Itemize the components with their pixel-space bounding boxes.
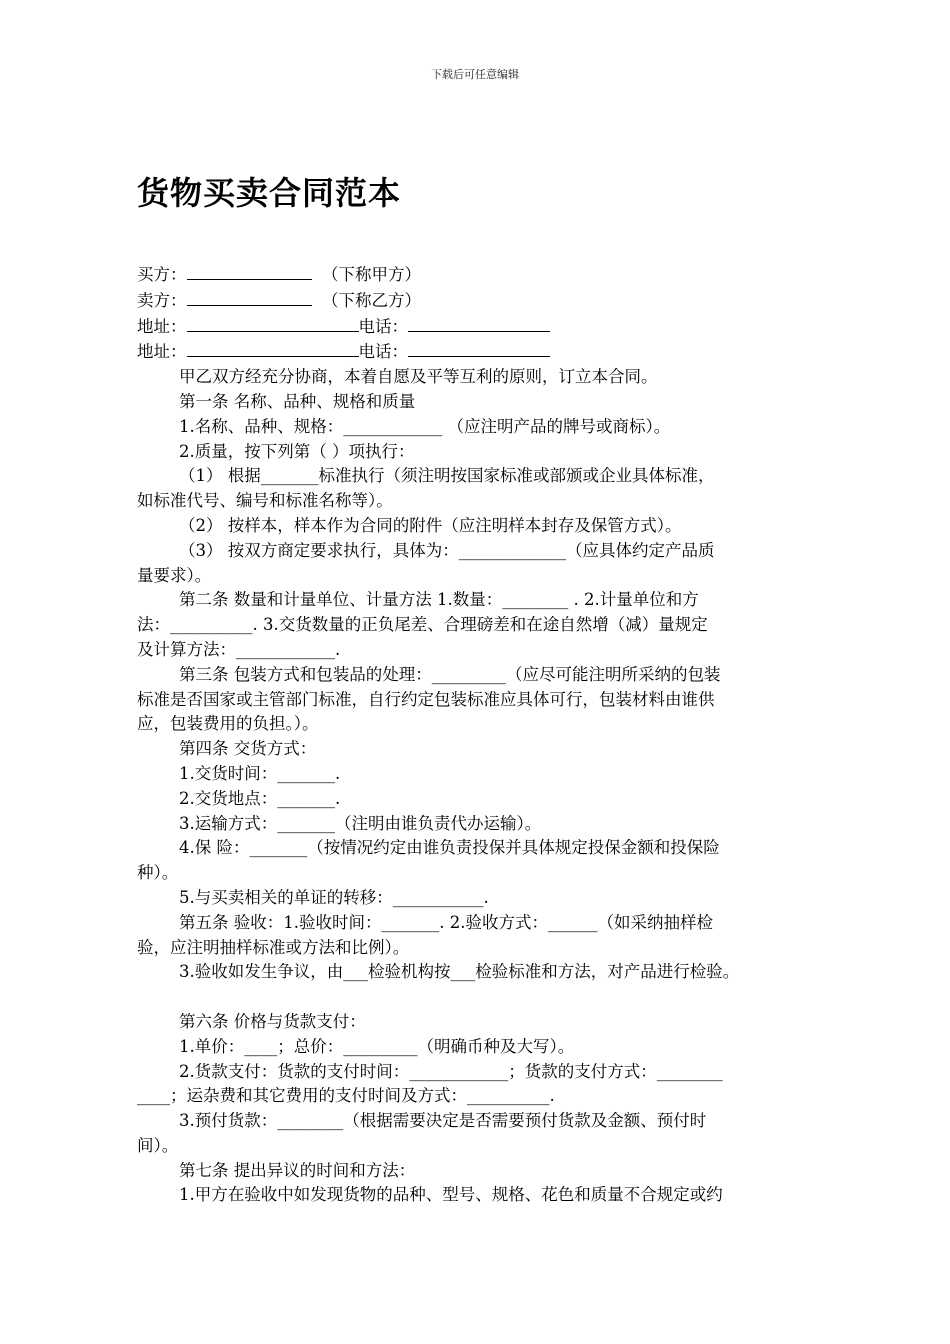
- article-2-cont-2: 及计算方法：____________.: [137, 639, 341, 659]
- article-4-item-4-cont: 种）。: [137, 863, 179, 883]
- phone-label: 电话：: [358, 316, 408, 336]
- article-7-item-1: 1.甲方在验收中如发现货物的品种、型号、规格、花色和质量不合规定或约: [179, 1185, 723, 1205]
- article-5: 第五条 验收：1.验收时间：_______. 2.验收方式：______（如采纳抽样检: [179, 912, 713, 932]
- seller-address-line: [137, 339, 827, 365]
- article-1-option-1-cont: 如标准代号、编号和标准名称等）。: [137, 491, 393, 511]
- article-1-option-3: （3） 按双方商定要求执行，具体为：_____________（应具体约定产品质: [179, 540, 715, 560]
- buyer-suffix: （下称甲方）: [322, 265, 421, 284]
- address-blank: [187, 339, 359, 357]
- article-1-option-1: （1） 根据_______标准执行（须注明按国家标准或部颁或企业具体标准，: [179, 466, 715, 486]
- address-label: 地址：: [137, 316, 187, 336]
- buyer-line: [137, 262, 827, 288]
- article-4-item-1: 1.交货时间：_______.: [179, 763, 341, 783]
- article-1-heading: 第一条 名称、品种、规格和质量: [179, 391, 416, 411]
- article-2: 第二条 数量和计量单位、计量方法 1.数量：________ . 2.计量单位和方: [179, 590, 699, 610]
- article-7-heading: 第七条 提出异议的时间和方法：: [179, 1160, 416, 1180]
- address-blank: [187, 314, 359, 332]
- header-note: 下载后可任意编辑: [431, 68, 519, 81]
- phone-blank: [408, 339, 550, 357]
- paragraph-gap: [137, 985, 827, 1010]
- article-6-item-2-cont: ____；运杂费和其它费用的支付时间及方式：__________.: [137, 1086, 555, 1106]
- article-2-cont-1: 法：__________. 3.交货数量的正负尾差、合理磅差和在途自然增（减）量规定: [137, 615, 708, 635]
- article-6-item-1: 1.单价：____；总价：_________（明确币种及大写）。: [179, 1036, 575, 1056]
- phone-label: 电话：: [358, 342, 408, 362]
- article-1-option-2: （2） 按样本，样本作为合同的附件（应注明样本封存及保管方式）。: [179, 515, 682, 535]
- article-4-heading: 第四条 交货方式：: [179, 739, 317, 759]
- contract-body: [137, 262, 827, 1208]
- seller-line: [137, 288, 827, 314]
- seller-name-blank: [187, 288, 312, 306]
- article-6-item-2: 2.货款支付：货款的支付时间：____________；货款的支付方式：________: [179, 1061, 723, 1081]
- phone-blank: [408, 314, 550, 332]
- article-1-item-1: 1.名称、品种、规格：____________ （应注明产品的牌号或商标）。: [179, 416, 671, 436]
- seller-suffix: （下称乙方）: [322, 290, 421, 310]
- buyer-address-line: [137, 314, 827, 340]
- address-label: 地址：: [137, 342, 187, 362]
- buyer-name-blank: [187, 262, 312, 280]
- article-5-item-3: 3.验收如发生争议，由___检验机构按___检验标准和方法，对产品进行检验。: [179, 962, 740, 982]
- article-6-item-3: 3.预付货款：________（根据需要决定是否需要预付货款及金额、预付时: [179, 1111, 707, 1131]
- preamble: 甲乙双方经充分协商，本着自愿及平等互利的原则，订立本合同。: [179, 367, 658, 387]
- article-3-cont-1: 标准是否国家或主管部门标准，自行约定包装标准应具体可行，包装材料由谁供: [137, 689, 715, 709]
- document-title: 货物买卖合同范本: [137, 174, 402, 212]
- article-4-item-3: 3.运输方式：_______（注明由谁负责代办运输）。: [179, 813, 542, 833]
- seller-label: 卖方：: [137, 290, 187, 310]
- article-3: 第三条 包装方式和包装品的处理：_________（应尽可能注明所采纳的包装: [179, 664, 721, 684]
- article-4-item-5: 5.与买卖相关的单证的转移：___________.: [179, 887, 489, 907]
- article-6-item-3-cont: 间）。: [137, 1135, 179, 1155]
- article-5-cont: 验，应注明抽样标准或方法和比例）。: [137, 937, 410, 957]
- article-1-option-3-cont: 量要求）。: [137, 565, 212, 585]
- buyer-label: 买方：: [137, 265, 187, 284]
- article-3-cont-2: 应，包装费用的负担。）。: [137, 714, 319, 734]
- article-6-heading: 第六条 价格与货款支付：: [179, 1011, 366, 1031]
- article-4-item-4: 4.保 险：_______（按情况约定由谁负责投保并具体规定投保金额和投保险: [179, 838, 720, 858]
- article-4-item-2: 2.交货地点：_______.: [179, 788, 341, 808]
- article-1-item-2: 2.质量，按下列第（ ）项执行：: [179, 441, 415, 461]
